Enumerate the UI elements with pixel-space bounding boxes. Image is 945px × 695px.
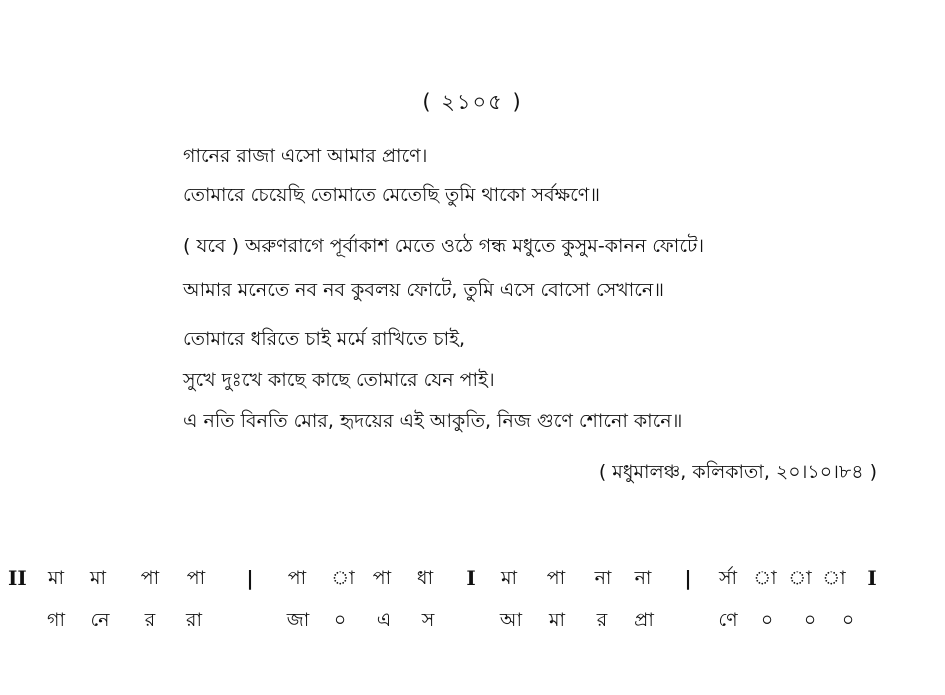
lyric-syllable-row (0, 603, 945, 637)
lyric-line: এ নতি বিনতি মোর, হৃদয়ের এই আকুতি, নিজ গুণে শোনো কানে॥ (183, 410, 683, 432)
bar-line: | (684, 566, 692, 590)
swara-note: পা (186, 567, 206, 589)
swara-note: া (788, 567, 812, 589)
lyric-syllable: ০ (841, 609, 855, 631)
lyric-syllable: রা (186, 609, 202, 631)
composition-credit: ( মধুমালঞ্চ, কলিকাতা, ২০।১০।৮৪ ) (598, 461, 877, 483)
lyric-syllable: ০ (333, 609, 347, 631)
lyric-syllable: ০ (760, 609, 774, 631)
lyric-line: আমার মনেতে নব নব কুবলয় ফোটে, তুমি এসে বোসো সেখানে॥ (183, 279, 664, 301)
lyric-syllable: র (596, 609, 608, 631)
lyric-line: ( যবে ) অরুণরাগে পূর্বাকাশ মেতে ওঠে গন্ধ মধুতে কুসুম-কানন ফোটে। (183, 235, 705, 257)
bar-line: I (867, 566, 877, 590)
lyric-syllable: জা (286, 609, 310, 631)
lyric-syllable: প্রা (634, 609, 654, 631)
bar-line: | (246, 566, 254, 590)
lyric-line: সুখে দুঃখে কাছে কাছে তোমারে যেন পাই। (183, 369, 495, 391)
double-bar: II (8, 566, 27, 590)
swara-note: া (331, 567, 355, 589)
lyric-line: তোমারে চেয়েছি তোমাতে মেতেছি তুমি থাকো সর্বক্ষণে॥ (183, 184, 601, 206)
swara-note: পা (287, 567, 307, 589)
bar-line: I (466, 566, 476, 590)
lyric-syllable: র (144, 609, 156, 631)
lyric-syllable: গা (47, 609, 65, 631)
lyric-syllable: আ (499, 609, 523, 631)
swara-note: মা (500, 567, 518, 589)
lyric-line: গানের রাজা এসো আমার প্রাণে। (183, 145, 428, 167)
lyric-syllable: মা (548, 609, 566, 631)
lyric-syllable: নে (90, 609, 110, 631)
swara-note: মা (47, 567, 65, 589)
lyric-syllable: এ (376, 609, 392, 631)
swara-note: া (822, 567, 846, 589)
swara-note: মা (89, 567, 107, 589)
swara-note: না (594, 567, 612, 589)
lyric-syllable: ০ (803, 609, 817, 631)
song-number: ( ২১০৫ ) (422, 90, 523, 114)
lyric-line: তোমারে ধরিতে চাই মর্মে রাখিতে চাই, (183, 328, 466, 350)
swara-note: র্সা (718, 567, 738, 589)
swara-note: পা (372, 567, 392, 589)
swara-note: ধা (416, 567, 434, 589)
lyric-syllable: ণে (718, 609, 738, 631)
swara-note: পা (140, 567, 160, 589)
swara-note: না (634, 567, 652, 589)
swara-note: া (753, 567, 777, 589)
lyric-syllable: স (421, 609, 435, 631)
swara-note: পা (546, 567, 566, 589)
swara-row (0, 561, 945, 595)
